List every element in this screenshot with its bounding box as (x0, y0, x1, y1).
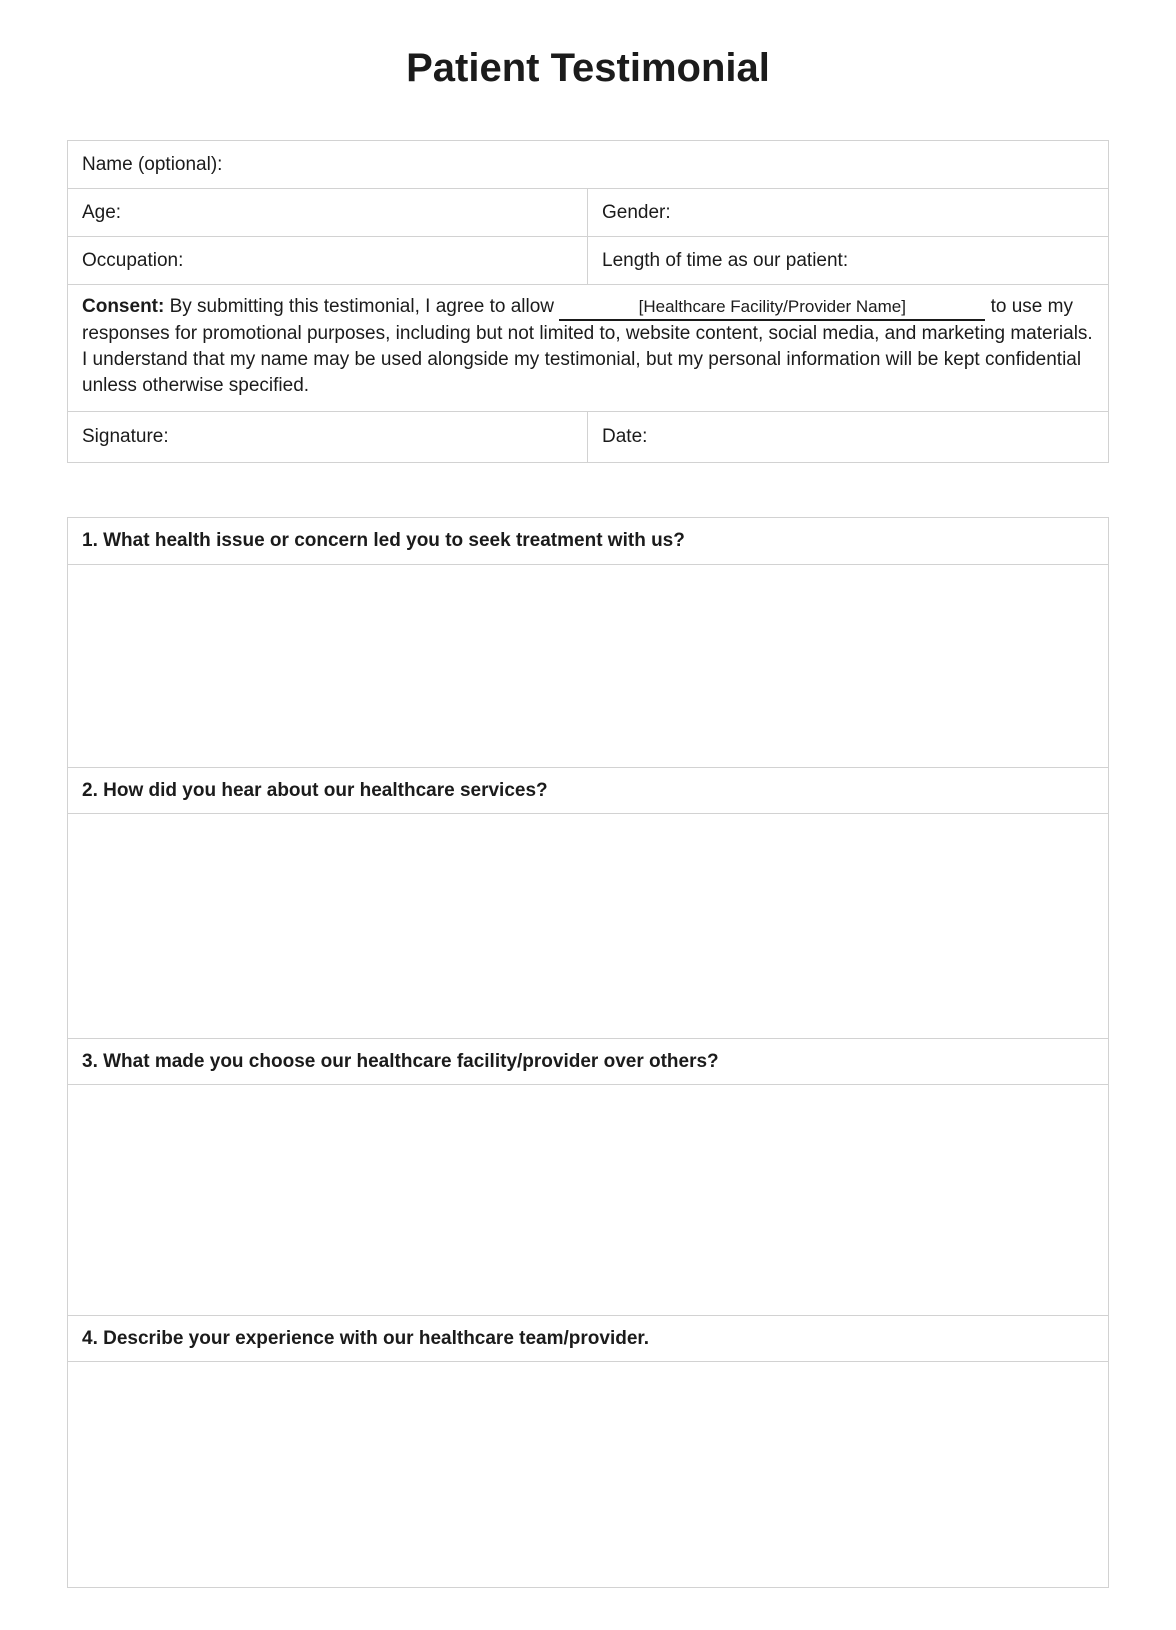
consent-label: Consent: (82, 296, 165, 317)
name-field[interactable] (68, 141, 1108, 188)
occupation-field[interactable] (68, 237, 588, 284)
question-4-label: 4. Describe your experience with our healthcare team/provider. (68, 1315, 1108, 1361)
age-label: Age: (82, 201, 122, 223)
patient-info-table (67, 140, 1109, 463)
question-4-answer-box[interactable] (68, 1361, 1108, 1587)
consent-text-after-blank: to use my responses for promotional purposes, including but not limited to, website content, social media, and marketing materials. I understand that my name may be used alongside my testimonial, but my personal information will be kept confidential unless otherwise specified. (82, 296, 1093, 396)
question-block-2 (68, 767, 1108, 1038)
date-label: Date: (602, 426, 648, 447)
length-of-time-label: Length of time as our patient: (602, 249, 849, 271)
question-3-label: 3. What made you choose our healthcare facility/provider over others? (68, 1038, 1108, 1084)
signature-date-row (68, 411, 1108, 462)
occupation-length-row (68, 236, 1108, 284)
occupation-label: Occupation: (82, 249, 184, 271)
name-row (68, 141, 1108, 188)
question-1-answer-box[interactable] (68, 564, 1108, 767)
question-2-answer-box[interactable] (68, 813, 1108, 1038)
name-label: Name (optional): (82, 153, 223, 175)
length-of-time-field[interactable] (588, 237, 1108, 284)
question-3-answer-box[interactable] (68, 1084, 1108, 1315)
signature-label: Signature: (82, 426, 169, 447)
signature-field[interactable] (68, 412, 588, 462)
gender-label: Gender: (602, 201, 671, 223)
consent-paragraph (68, 285, 1108, 411)
facility-name-blank[interactable]: [Healthcare Facility/Provider Name] (559, 297, 985, 321)
question-1-label: 1. What health issue or concern led you to seek treatment with us? (82, 530, 685, 551)
question-block-4 (68, 1315, 1108, 1587)
age-gender-row (68, 188, 1108, 236)
question-block-1 (68, 518, 1108, 767)
age-field[interactable] (68, 189, 588, 236)
page-title: Patient Testimonial (406, 46, 770, 90)
gender-field[interactable] (588, 189, 1108, 236)
consent-text-before-blank: By submitting this testimonial, I agree to allow (169, 296, 555, 317)
question-2-label: 2. How did you hear about our healthcare services? (68, 767, 1108, 813)
consent-row (68, 284, 1108, 411)
date-field[interactable] (588, 412, 1108, 462)
questions-table (67, 517, 1109, 1588)
question-block-3 (68, 1038, 1108, 1315)
